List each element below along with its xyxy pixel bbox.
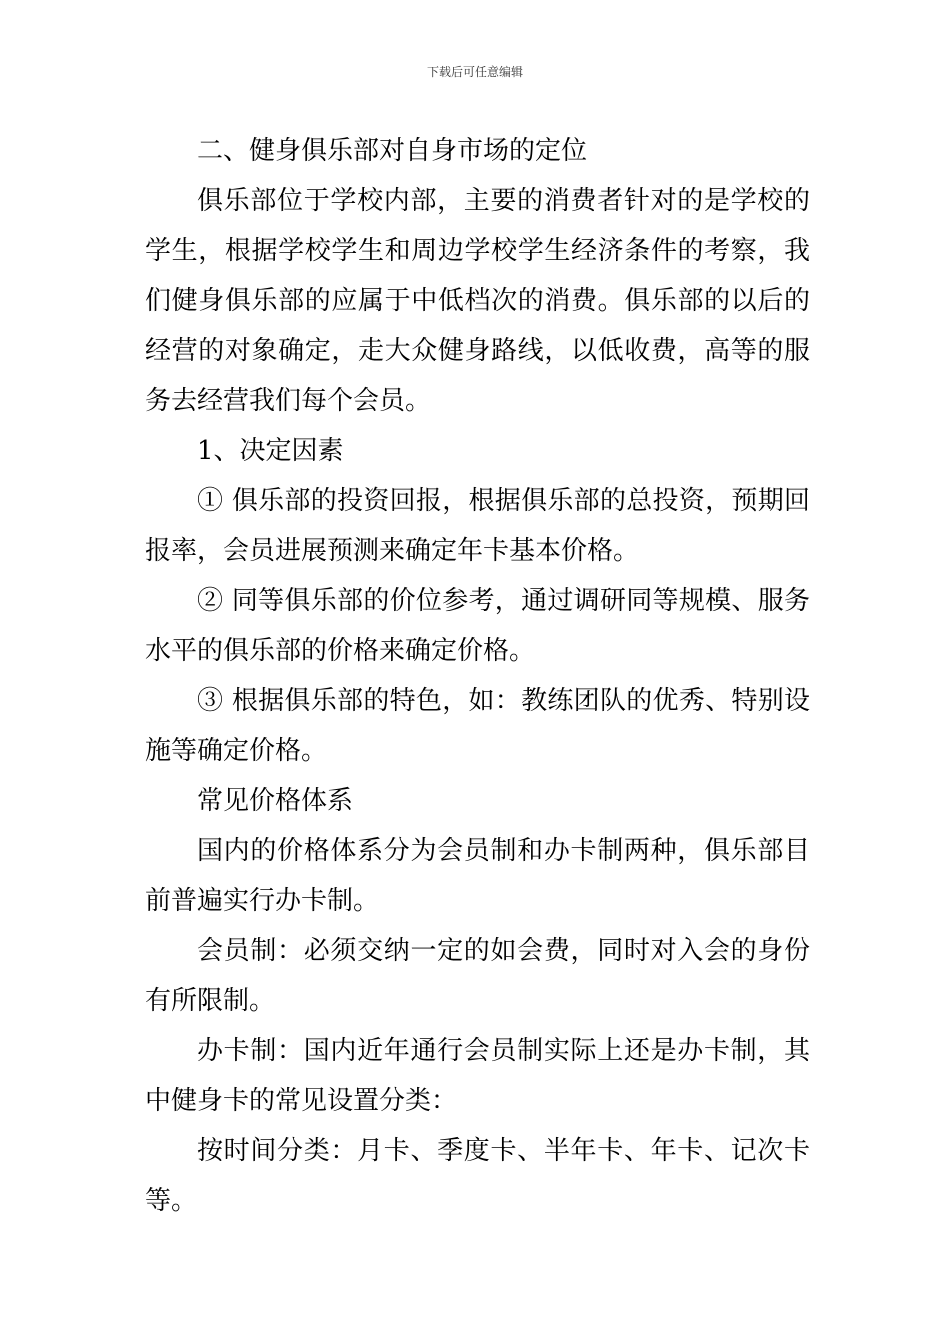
paragraph-pricing-overview: 国内的价格体系分为会员制和办卡制两种，俱乐部目前普遍实行办卡制。 (145, 836, 810, 916)
list-item-peer-reference: ② 同等俱乐部的价位参考，通过调研同等规模、服务水平的俱乐部的价格来确定价格。 (145, 586, 810, 666)
subsection-title-factors: 1、决定因素 (197, 436, 344, 466)
paragraph-card-system: 办卡制：国内近年通行会员制实际上还是办卡制，其中健身卡的常见设置分类： (145, 1036, 810, 1116)
subsection-title-pricing-system: 常见价格体系 (197, 786, 354, 816)
paragraph-positioning: 俱乐部位于学校内部，主要的消费者针对的是学校的学生，根据学校学生和周边学校学生经济条件的考察，我们健身俱乐部的应属于中低档次的消费。俱乐部的以后的经营的对象确定，走大众健身路线，以低收费，高等的服务去经营我们每个会员。 (145, 186, 810, 416)
paragraph-membership: 会员制：必须交纳一定的如会费，同时对入会的身份有所限制。 (145, 936, 810, 1016)
document-body (145, 126, 810, 1226)
list-item-investment-return: ① 俱乐部的投资回报，根据俱乐部的总投资，预期回报率，会员进展预测来确定年卡基本价格。 (145, 486, 810, 566)
list-item-club-features: ③ 根据俱乐部的特色，如：教练团队的优秀、特别设施等确定价格。 (145, 686, 810, 766)
paragraph-time-categories: 按时间分类：月卡、季度卡、半年卡、年卡、记次卡等。 (145, 1136, 810, 1216)
section-title: 二、健身俱乐部对自身市场的定位 (197, 136, 588, 166)
page-header-note: 下载后可任意编辑 (426, 65, 523, 79)
